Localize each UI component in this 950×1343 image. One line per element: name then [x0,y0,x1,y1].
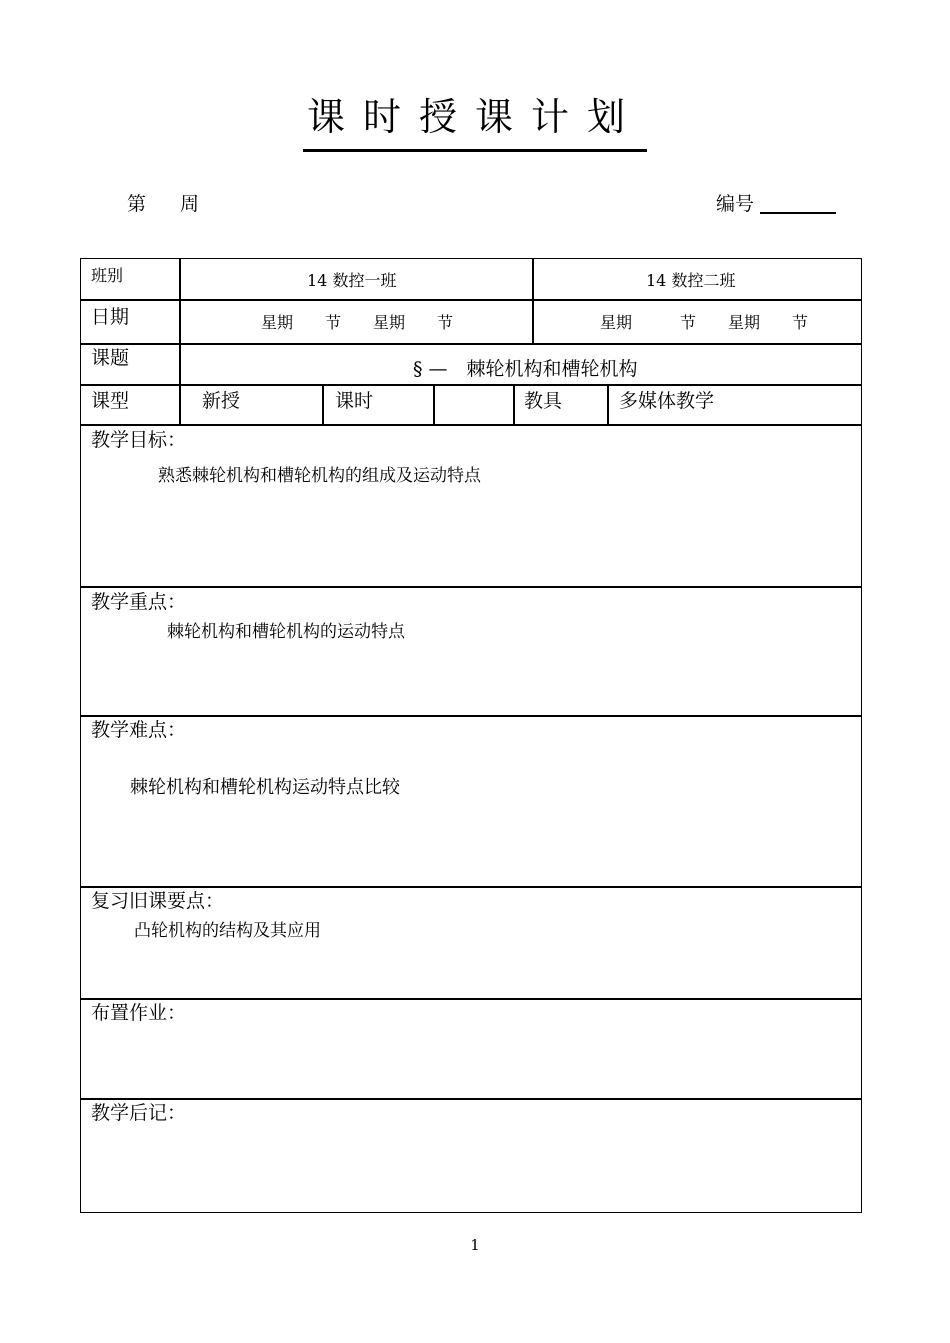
row-divider [80,299,862,301]
difficulty-label: 教学难点： [91,719,187,741]
col-divider [532,258,534,344]
lesson-plan-table [80,258,862,1213]
keypoint-label: 教学重点： [91,591,187,613]
topic-label: 课题 [91,347,130,369]
review-value[interactable]: 凸轮机构的结构及其应用 [134,921,321,941]
col-divider [179,258,181,425]
date-1-value[interactable]: 星期 节 星期 节 [261,313,454,332]
lesson-type-label: 课型 [91,390,130,412]
page-number: 1 [470,1236,480,1254]
serial-number-label: 编号 [716,193,755,215]
row-divider [80,998,862,1000]
teaching-tools-value[interactable]: 多媒体教学 [619,390,715,412]
topic-value[interactable]: § — 棘轮机构和槽轮机构 [413,358,638,380]
lesson-type-value[interactable]: 新授 [202,390,241,412]
keypoint-value[interactable]: 棘轮机构和槽轮机构的运动特点 [167,622,405,642]
class-label: 班别 [91,266,124,285]
class-hours-label: 课时 [335,390,374,412]
row-divider [80,424,862,426]
row-divider [80,343,862,345]
date-label: 日期 [91,306,130,328]
week-label: 第周 [127,193,234,215]
row-divider [80,384,862,386]
row-divider [80,886,862,888]
title-underline [303,149,647,152]
class-2-value[interactable]: 14 数控二班 [646,271,736,290]
objective-value[interactable]: 熟悉棘轮机构和槽轮机构的组成及运动特点 [158,466,481,486]
col-divider [513,384,515,425]
col-divider [607,384,609,425]
serial-number-field[interactable] [760,212,836,214]
teaching-notes-label: 教学后记： [91,1102,187,1124]
teaching-tools-label: 教具 [524,390,563,412]
homework-label: 布置作业： [91,1002,187,1024]
row-divider [80,1098,862,1100]
difficulty-value[interactable]: 棘轮机构和槽轮机构运动特点比较 [130,777,400,798]
col-divider [433,384,435,425]
objective-label: 教学目标： [91,429,187,451]
review-label: 复习旧课要点： [91,890,225,912]
row-divider [80,586,862,588]
class-1-value[interactable]: 14 数控一班 [307,271,397,290]
row-divider [80,715,862,717]
date-2-value[interactable]: 星期 节 星期 节 [600,313,809,332]
page-title: 课时授课计划 [306,95,643,139]
col-divider [322,384,324,425]
